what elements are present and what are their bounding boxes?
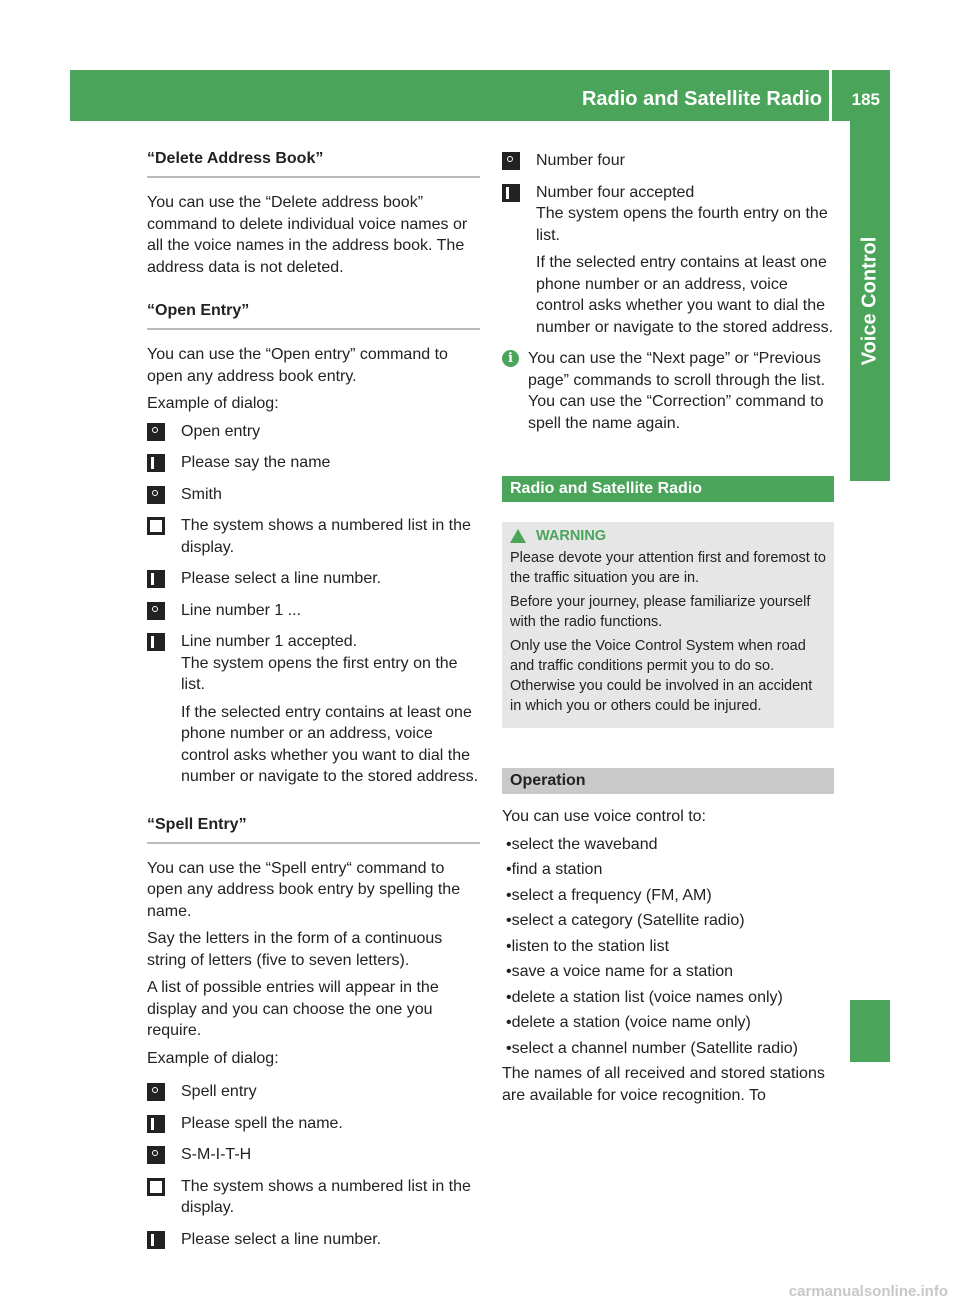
dialog-text: If the selected entry contains at least one phone number or an address, voice control asks whether you want to dial the number or navigate to the stored address. [181, 703, 479, 785]
spell-entry-text: A list of possible entries will appear in the display and you can choose the one you require. [147, 979, 439, 1039]
dialog-step [147, 631, 480, 794]
open-entry-heading: “Open Entry” [147, 302, 480, 330]
open-entry-example-label: Example of dialog: [147, 395, 279, 412]
header-divider [829, 70, 832, 121]
dialog-text: Please select a line number. [181, 1230, 382, 1248]
info-icon: i [502, 350, 519, 367]
display-icon [147, 1178, 165, 1196]
dialog-step [147, 1113, 480, 1141]
dialog-step [147, 484, 480, 512]
warning-text: Only use the Voice Control System when road and traffic conditions permit you to do so. Otherwise you could be involved in an accident in which you or others could be injured. [510, 638, 813, 714]
dialog-text: Number four accepted [536, 183, 695, 201]
dialog-text: Number four [536, 152, 625, 169]
warning-text: Before your journey, please familiarize yourself with the radio functions. [510, 594, 811, 630]
info-text: You can use the “Next page” or “Previous page” commands to scroll through the list. You can use the “Correction” command to spell the name again. [528, 350, 826, 432]
dialog-step [147, 1144, 480, 1172]
info-note [502, 348, 834, 434]
delete-address-book-heading: “Delete Address Book” [147, 150, 480, 178]
dialog-text: Please say the name [181, 454, 331, 471]
list-item: • listen to the station list [502, 936, 834, 958]
dialog-text: The system opens the fourth entry on the list. [536, 205, 828, 244]
page-number: 185 [851, 90, 880, 109]
operation-intro: You can use voice control to: [502, 808, 706, 825]
dialog-step [147, 568, 480, 596]
dialog-step [147, 600, 480, 628]
dialog-step [147, 421, 480, 449]
side-marker [850, 1000, 890, 1062]
speak-icon [502, 152, 520, 170]
left-column [147, 150, 480, 1260]
dialog-step [147, 1176, 480, 1225]
warning-icon [510, 529, 526, 543]
warning-box [502, 522, 834, 728]
display-icon [147, 517, 165, 535]
list-item: • select a frequency (FM, AM) [502, 885, 834, 907]
warning-text: Please devote your attention first and foremost to the traffic situation you are in. [510, 550, 826, 586]
dialog-text: Please select a line number. [181, 570, 382, 587]
dialog-step [147, 452, 480, 480]
header-title: Radio and Satellite Radio [581, 88, 822, 110]
list-item: • select a channel number (Satellite radio) [502, 1038, 834, 1060]
dialog-step [147, 1229, 480, 1257]
dialog-step [502, 182, 834, 345]
dialog-step [147, 515, 480, 564]
spell-entry-example-label: Example of dialog: [147, 1049, 279, 1067]
speak-icon [147, 1083, 165, 1101]
speak-icon [147, 602, 165, 620]
dialog-text: Spell entry [181, 1083, 257, 1100]
dialog-text: The system opens the first entry on the list. [181, 654, 458, 693]
dialog-text: Please spell the name. [181, 1114, 343, 1132]
dialog-text: Open entry [181, 422, 261, 440]
dialog-text: The system shows a numbered list in the display. [181, 517, 471, 556]
list-item: • select a category (Satellite radio) [502, 910, 834, 932]
voice-output-icon [147, 1115, 165, 1133]
speak-icon [147, 1146, 165, 1164]
dialog-step [502, 150, 834, 178]
dialog-text: If the selected entry contains at least one phone number or an address, voice control asks whether you want to dial the number or navigate to the stored address. [536, 254, 834, 336]
voice-output-icon [502, 184, 520, 202]
list-item: • delete a station list (voice names only) [502, 987, 834, 1009]
speak-icon [147, 423, 165, 441]
dialog-text: S-M-I-T-H [181, 1146, 252, 1163]
spell-entry-text: You can use the “Spell entry“ command to open any address book entry by spelling the name. [147, 859, 461, 920]
warning-title [510, 528, 826, 544]
spell-entry-heading: “Spell Entry” [147, 816, 480, 844]
list-item: • find a station [502, 859, 834, 881]
dialog-text: Line number 1 ... [181, 601, 302, 619]
dialog-text: The system shows a numbered list in the display. [181, 1177, 471, 1216]
dialog-text: Line number 1 accepted. [181, 633, 358, 650]
operation-list [502, 834, 834, 1060]
operation-heading: Operation [502, 768, 834, 794]
right-column [502, 150, 834, 1112]
side-tab [850, 121, 890, 481]
list-item: • delete a station (voice name only) [502, 1012, 834, 1034]
voice-output-icon [147, 454, 165, 472]
voice-output-icon [147, 1231, 165, 1249]
warning-label: WARNING [536, 528, 607, 544]
delete-address-book-text: You can use the “Delete address book” command to delete individual voice names or all the voice names in the address book. The address data is not deleted. [147, 194, 468, 276]
voice-output-icon [147, 633, 165, 651]
dialog-step [147, 1081, 480, 1109]
dialog-text: Smith [181, 485, 222, 503]
side-tab-label: Voice Control [858, 236, 881, 366]
watermark: carmanualsonline.info [788, 1283, 948, 1300]
spell-entry-text: Say the letters in the form of a continuous string of letters (five to seven letters). [147, 930, 443, 969]
radio-section-heading: Radio and Satellite Radio [502, 476, 834, 502]
voice-output-icon [147, 570, 165, 588]
spell-entry-dialog [147, 1081, 480, 1256]
page-header [70, 70, 890, 121]
open-entry-text: You can use the “Open entry” command to open any address book entry. [147, 346, 448, 385]
open-entry-dialog [147, 421, 480, 794]
speak-icon [147, 486, 165, 504]
operation-text: The names of all received and stored stations are available for voice recognition. To [502, 1065, 825, 1104]
list-item: • select the waveband [502, 834, 834, 856]
list-item: • save a voice name for a station [502, 961, 834, 983]
